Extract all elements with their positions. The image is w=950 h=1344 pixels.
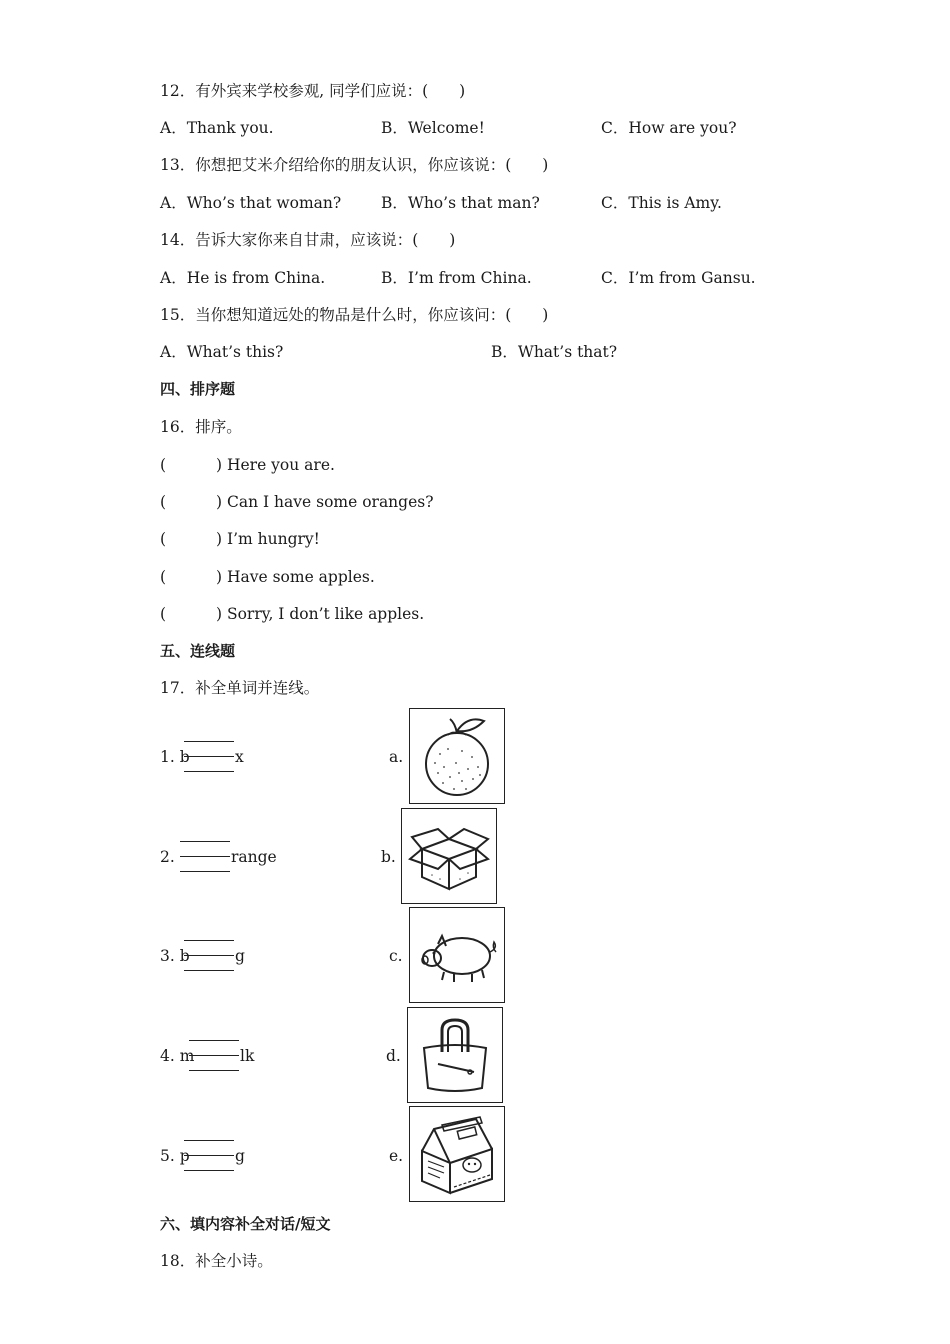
word-1-suffix: x xyxy=(235,748,244,766)
q14-option-c[interactable]: C．I’m from Gansu. xyxy=(601,269,756,287)
picture-e-label: e. xyxy=(389,1147,404,1165)
picture-c-label: c. xyxy=(389,947,403,965)
word-3-blank[interactable] xyxy=(184,955,234,971)
q16-paren-2: ( xyxy=(160,493,167,511)
q16-line-1: ) Here you are. xyxy=(216,456,335,474)
q14-option-b[interactable]: B．I’m from China. xyxy=(381,269,532,287)
word-1-prefix: 1. b xyxy=(160,748,190,766)
section-6-title: 六、填内容补全对话/短文 xyxy=(160,1215,331,1233)
q16-paren-4: ( xyxy=(160,568,167,586)
section-5-title: 五、连线题 xyxy=(160,642,236,660)
word-4-blank[interactable] xyxy=(189,1055,239,1071)
q18-stem: 18．补全小诗。 xyxy=(160,1252,273,1270)
q12-option-b[interactable]: B．Welcome! xyxy=(381,119,485,137)
q16-line-5: ) Sorry, I don’t like apples. xyxy=(216,605,425,623)
milk-carton-icon[interactable] xyxy=(409,1106,505,1202)
word-4-suffix: lk xyxy=(240,1047,255,1065)
word-3-prefix: 3. b xyxy=(160,947,190,965)
q16-paren-1: ( xyxy=(160,456,167,474)
word-5-prefix: 5. p xyxy=(160,1147,190,1165)
section-4-title: 四、排序题 xyxy=(160,380,236,398)
word-4-prefix: 4. m xyxy=(160,1047,195,1065)
pig-icon[interactable] xyxy=(409,907,505,1003)
picture-d-label: d. xyxy=(386,1047,401,1065)
q15-option-a[interactable]: A．What’s this? xyxy=(160,343,284,361)
q16-paren-3: ( xyxy=(160,530,167,548)
bag-icon[interactable] xyxy=(407,1007,503,1103)
q16-stem: 16．排序。 xyxy=(160,418,242,436)
q16-line-4: ) Have some apples. xyxy=(216,568,375,586)
word-2-blank[interactable] xyxy=(180,856,230,872)
word-2-prefix: 2. xyxy=(160,848,175,866)
q14-stem: 14．告诉大家你来自甘肃，应该说：( ) xyxy=(160,231,456,249)
q16-line-2: ) Can I have some oranges? xyxy=(216,493,434,511)
q14-option-a[interactable]: A．He is from China. xyxy=(160,269,326,287)
q16-paren-5: ( xyxy=(160,605,167,623)
q17-stem: 17．补全单词并连线。 xyxy=(160,679,320,697)
word-3-suffix: g xyxy=(235,947,245,965)
q13-option-a[interactable]: A．Who’s that woman? xyxy=(160,194,342,212)
q12-option-c[interactable]: C．How are you? xyxy=(601,119,737,137)
orange-icon[interactable] xyxy=(409,708,505,804)
word-5-suffix: g xyxy=(235,1147,245,1165)
box-icon[interactable] xyxy=(401,808,497,904)
q12-option-a[interactable]: A．Thank you. xyxy=(160,119,274,137)
picture-b-label: b. xyxy=(381,848,396,866)
word-5-blank[interactable] xyxy=(184,1155,234,1171)
q12-stem: 12．有外宾来学校参观, 同学们应说：( ) xyxy=(160,82,466,100)
q15-option-b[interactable]: B．What’s that? xyxy=(491,343,618,361)
q15-stem: 15．当你想知道远处的物品是什么时，你应该问：( ) xyxy=(160,306,549,324)
q13-stem: 13．你想把艾米介绍给你的朋友认识，你应该说：( ) xyxy=(160,156,549,174)
q13-option-b[interactable]: B．Who’s that man? xyxy=(381,194,540,212)
q16-line-3: ) I’m hungry! xyxy=(216,530,320,548)
picture-a-label: a. xyxy=(389,748,404,766)
word-2-suffix: range xyxy=(231,848,277,866)
word-1-blank[interactable] xyxy=(184,756,234,772)
q13-option-c[interactable]: C．This is Amy. xyxy=(601,194,722,212)
